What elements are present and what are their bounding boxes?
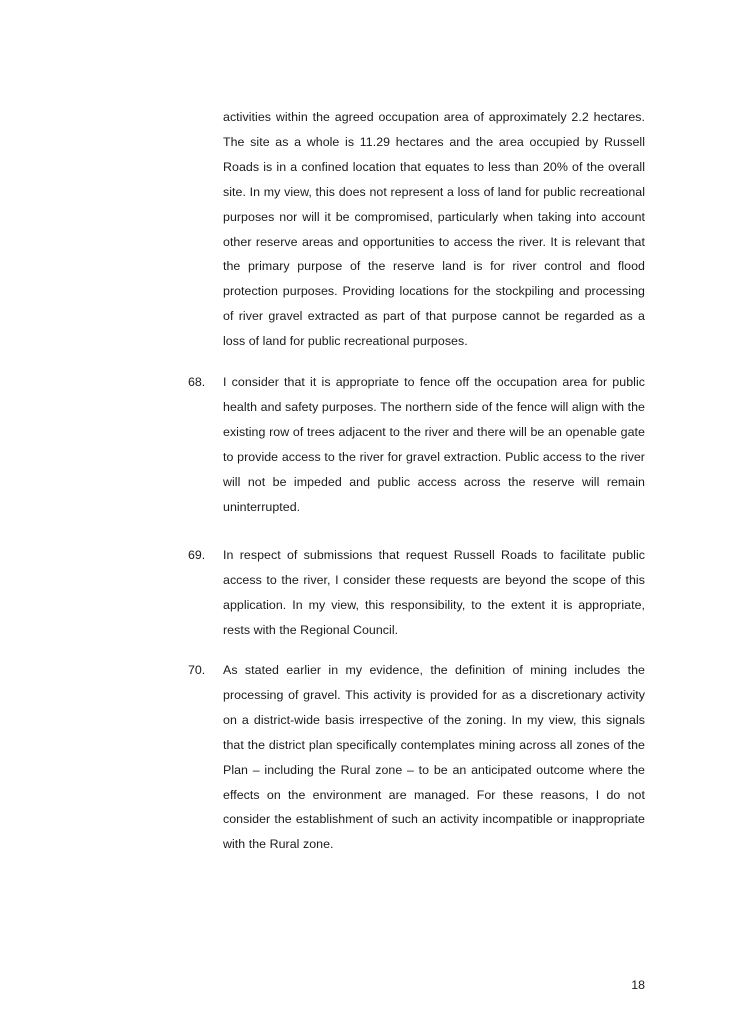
paragraph-number-68: 68. (188, 375, 206, 389)
paragraph-68: I consider that it is appropriate to fence off the occupation area for public health and safety purposes. The northern side of the fence will align with the existing row of trees adjacent to the river and there will be an openable gate to provide access to the river for gravel extraction. Public access to the river will not be impeded and public access across the reserve will remain uninterrupted. (223, 375, 645, 514)
page-number: 18 (631, 978, 645, 992)
paragraph-continuation: activities within the agreed occupation area of approximately 2.2 hectares. The site as a whole is 11.29 hectares and the area occupied by Russell Roads is in a confined location that equates to less than 20% of the overall site. In my view, this does not represent a loss of land for public recreational purposes nor will it be compromised, particularly when taking into account other reserve areas and opportunities to access the river. It is relevant that the primary purpose of the reserve land is for river control and flood protection purposes. Providing locations for the stockpiling and processing of river gravel extracted as part of that purpose cannot be regarded as a loss of land for public recreational purposes. (223, 110, 645, 349)
paragraph-number-69: 69. (188, 548, 206, 562)
paragraph-number-70: 70. (188, 663, 206, 677)
paragraph-69: In respect of submissions that request Russell Roads to facilitate public access to the river, I consider these requests are beyond the scope of this application. In my view, this responsibility, to the extent it is appropriate, rests with the Regional Council. (223, 548, 645, 637)
paragraph-70: As stated earlier in my evidence, the definition of mining includes the processing of gravel. This activity is provided for as a discretionary activity on a district-wide basis irrespective of the zoning. In my view, this signals that the district plan specifically contemplates mining across all zones of the Plan – including the Rural zone – to be an anticipated outcome where the effects on the environment are managed. For these reasons, I do not consider the establishment of such an activity incompatible or inappropriate with the Rural zone. (223, 663, 645, 852)
